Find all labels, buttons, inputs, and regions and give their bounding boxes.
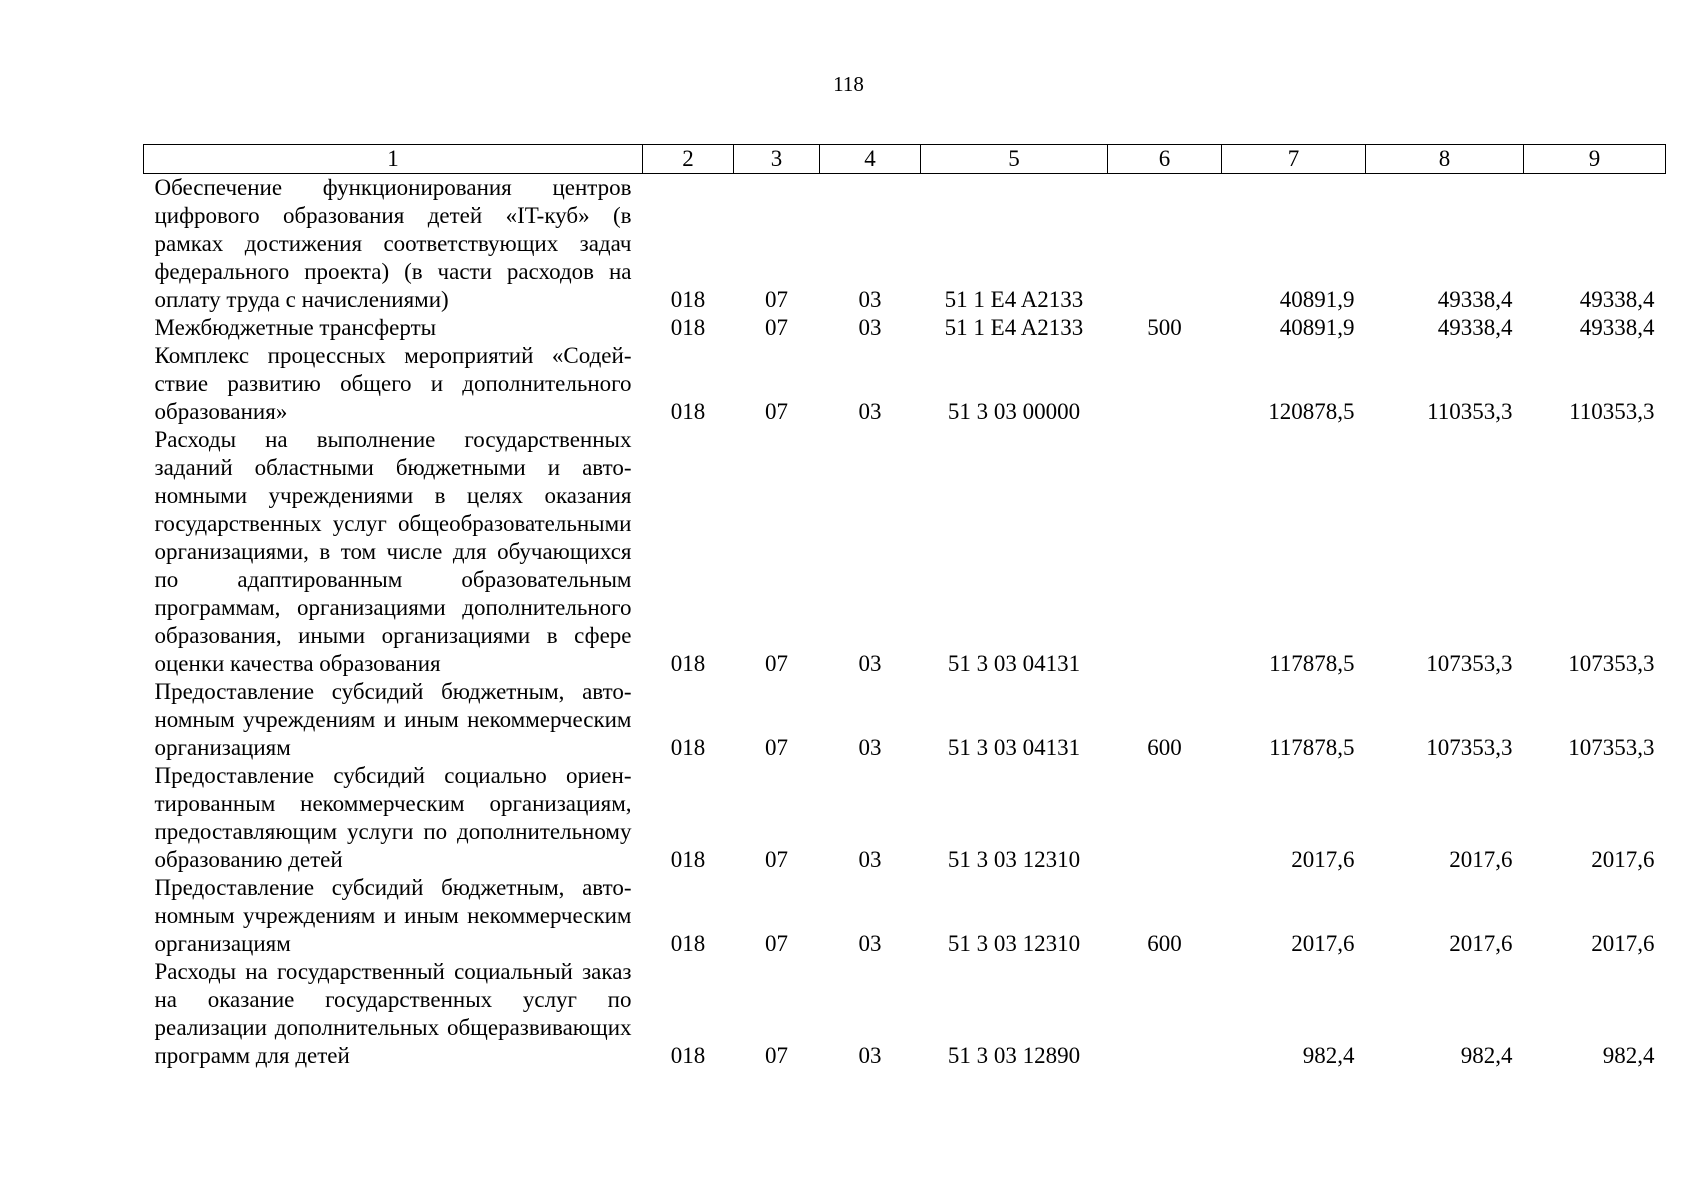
expense-type-code: 600: [1147, 931, 1182, 956]
subsection-code: 03: [858, 399, 882, 424]
target-article-code: 51 3 03 04131: [947, 651, 1081, 676]
table-row: [144, 874, 1666, 958]
amount-col-7: 2017,6: [1291, 931, 1355, 956]
target-article-code: 51 3 03 12310: [947, 931, 1081, 956]
expense-name: Расходы на выполнение государственных заданий областными бюджетными и автономными учреждениями в целях оказания государственных услуг общеобразовательными организациями, в том числе для обучающихся по адаптированным образовательным программам, организациями дополнительного образования, иными организациями в сфере оценки качества образования: [154, 427, 632, 676]
subsection-code: 03: [858, 847, 882, 872]
column-number-row: [144, 145, 1666, 174]
amount-col-9: 982,4: [1602, 1043, 1655, 1068]
table-body: [144, 174, 1666, 1071]
amount-col-7: 40891,9: [1279, 287, 1355, 312]
expense-type-code: [1108, 426, 1222, 678]
expense-type-code: 600: [1147, 735, 1182, 760]
expense-type-code: [1108, 174, 1222, 315]
ministry-code: 018: [670, 735, 706, 760]
section-code: 07: [765, 287, 788, 312]
amount-col-9: 110353,3: [1569, 399, 1655, 424]
amount-col-9: 2017,6: [1591, 847, 1655, 872]
amount-col-7: 117878,5: [1269, 735, 1355, 760]
table-row: [144, 678, 1666, 762]
table-row: [144, 342, 1666, 426]
expense-name: Межбюджетные трансферты: [154, 315, 437, 340]
expense-name: Предоставление субсидий социально ориентированным некоммерческим организациям, предоставляющим услуги по дополнительному образованию детей: [154, 763, 632, 872]
ministry-code: 018: [670, 931, 706, 956]
subsection-code: 03: [858, 287, 882, 312]
table-row: [144, 426, 1666, 678]
section-code: 07: [765, 735, 788, 760]
amount-col-9: 49338,4: [1579, 287, 1655, 312]
amount-col-8: 110353,3: [1427, 399, 1513, 424]
ministry-code: 018: [670, 651, 706, 676]
target-article-code: 51 1 E4 A2133: [944, 315, 1084, 340]
column-number-2: 2: [643, 145, 734, 174]
section-code: 07: [765, 651, 788, 676]
ministry-code: 018: [670, 1043, 706, 1068]
column-number-8: 8: [1366, 145, 1524, 174]
target-article-code: 51 1 E4 A2133: [944, 287, 1084, 312]
ministry-code: 018: [670, 287, 706, 312]
table-row: [144, 958, 1666, 1070]
budget-expenditure-table: [143, 144, 1666, 1070]
table-header: [144, 145, 1666, 174]
expense-name: Комплекс процессных мероприятий «Содействие развитию общего и дополнительного образования»: [154, 343, 632, 424]
amount-col-7: 2017,6: [1291, 847, 1355, 872]
target-article-code: 51 3 03 12310: [947, 847, 1081, 872]
table-row: [144, 314, 1666, 342]
amount-col-8: 982,4: [1460, 1043, 1513, 1068]
subsection-code: 03: [858, 931, 882, 956]
section-code: 07: [765, 931, 788, 956]
column-number-3: 3: [734, 145, 820, 174]
ministry-code: 018: [670, 847, 706, 872]
table-row: [144, 762, 1666, 874]
target-article-code: 51 3 03 04131: [947, 735, 1081, 760]
amount-col-8: 2017,6: [1449, 931, 1513, 956]
expense-type-code: [1108, 762, 1222, 874]
column-number-1: 1: [144, 145, 643, 174]
ministry-code: 018: [670, 399, 706, 424]
page-number: 118: [833, 72, 864, 96]
amount-col-8: 107353,3: [1426, 651, 1513, 676]
expense-name: Предоставление субсидий бюджетным, автономным учреждениям и иным некоммерческим организациям: [154, 679, 632, 760]
target-article-code: 51 3 03 12890: [947, 1043, 1081, 1068]
expense-name: Расходы на государственный социальный заказ на оказание государственных услуг по реализации дополнительных общеразвивающих программ для детей: [154, 959, 632, 1068]
section-code: 07: [765, 399, 788, 424]
subsection-code: 03: [858, 315, 882, 340]
section-code: 07: [765, 847, 788, 872]
section-code: 07: [765, 1043, 788, 1068]
amount-col-9: 107353,3: [1568, 735, 1655, 760]
amount-col-9: 49338,4: [1579, 315, 1655, 340]
target-article-code: 51 3 03 00000: [947, 399, 1081, 424]
amount-col-9: 2017,6: [1591, 931, 1655, 956]
amount-col-8: 49338,4: [1437, 287, 1513, 312]
subsection-code: 03: [858, 1043, 882, 1068]
table-row: [144, 174, 1666, 315]
amount-col-7: 982,4: [1302, 1043, 1355, 1068]
amount-col-9: 107353,3: [1568, 651, 1655, 676]
column-number-5: 5: [921, 145, 1108, 174]
expense-name: Обеспечение функционирования центров цифрового образования детей «IT-куб» (в рамках достижения соответствующих задач федерального проекта) (в части расходов на оплату труда с начислениями): [154, 175, 632, 312]
amount-col-8: 2017,6: [1449, 847, 1513, 872]
section-code: 07: [765, 315, 788, 340]
column-number-6: 6: [1108, 145, 1222, 174]
expense-type-code: [1108, 958, 1222, 1070]
column-number-7: 7: [1222, 145, 1366, 174]
expense-name: Предоставление субсидий бюджетным, автономным учреждениям и иным некоммерческим организациям: [154, 875, 632, 956]
expense-type-code: 500: [1147, 315, 1182, 340]
amount-col-7: 117878,5: [1269, 651, 1355, 676]
amount-col-7: 120878,5: [1268, 399, 1355, 424]
column-number-9: 9: [1524, 145, 1666, 174]
amount-col-8: 107353,3: [1426, 735, 1513, 760]
amount-col-7: 40891,9: [1279, 315, 1355, 340]
column-number-4: 4: [820, 145, 921, 174]
amount-col-8: 49338,4: [1437, 315, 1513, 340]
subsection-code: 03: [858, 735, 882, 760]
subsection-code: 03: [858, 651, 882, 676]
ministry-code: 018: [670, 315, 706, 340]
expense-type-code: [1108, 342, 1222, 426]
